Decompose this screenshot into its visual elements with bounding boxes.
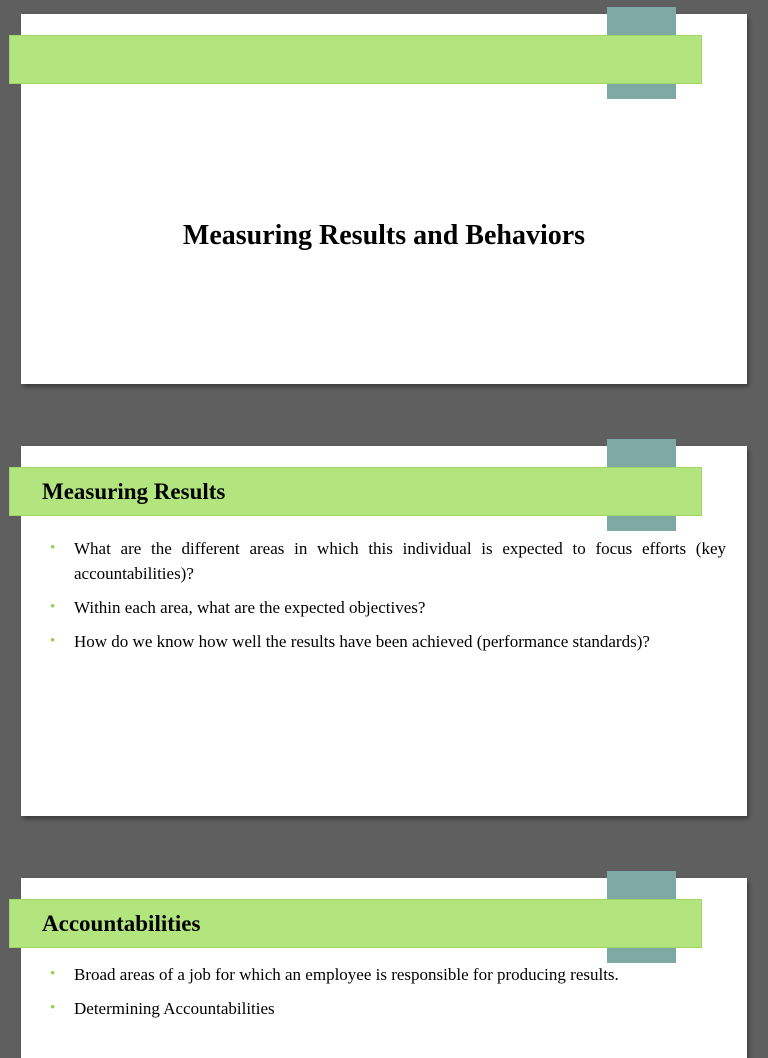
bullet-text: How do we know how well the results have been achieved (performance standards)? xyxy=(74,632,650,651)
bullet-item xyxy=(50,962,726,987)
slide-2-title: Measuring Results xyxy=(42,479,226,504)
slide-title-band xyxy=(9,899,702,948)
bullet-text: Broad areas of a job for which an employee is responsible for producing results. xyxy=(74,965,619,984)
bullet-icon: • xyxy=(50,633,56,649)
slide-1 xyxy=(21,14,747,384)
bullet-icon: • xyxy=(50,1000,56,1016)
slide-title-band xyxy=(9,35,702,84)
bullet-icon: • xyxy=(50,966,56,982)
bullet-item xyxy=(50,996,726,1021)
bullet-text: Determining Accountabilities xyxy=(74,999,275,1018)
slide-title-band xyxy=(9,467,702,516)
slide-3 xyxy=(21,878,747,1058)
slide-3-bullet-list xyxy=(50,962,726,1030)
bullet-icon: • xyxy=(50,599,56,615)
bullet-icon: • xyxy=(50,540,56,556)
slide-1-title: Measuring Results and Behaviors xyxy=(182,220,586,251)
slide-2-bullet-list xyxy=(50,536,726,663)
bullet-text: What are the different areas in which this individual is expected to focus efforts (key accountabilities)? xyxy=(74,539,726,583)
bullet-text: Within each area, what are the expected objectives? xyxy=(74,598,426,617)
slide-2 xyxy=(21,446,747,816)
bullet-item xyxy=(50,629,726,654)
slide-3-title: Accountabilities xyxy=(42,911,201,936)
bullet-item xyxy=(50,536,726,586)
bullet-item xyxy=(50,595,726,620)
